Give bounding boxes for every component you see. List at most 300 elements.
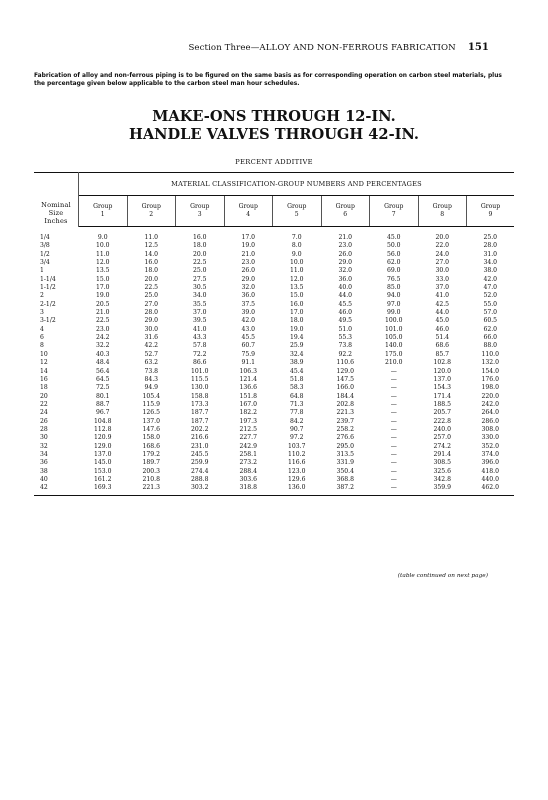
value-cell: 10.0 xyxy=(95,242,110,250)
value-cell: 52.7 xyxy=(144,350,159,358)
value-cell: 129.0 xyxy=(94,442,112,450)
table-subtitle: PERCENT ADDITIVE xyxy=(235,158,313,166)
value-cell: 182.2 xyxy=(239,409,257,417)
value-cell: 176.0 xyxy=(481,375,499,383)
value-cell: 72.2 xyxy=(192,350,207,358)
size-cell: 1/4 xyxy=(40,233,50,241)
value-cell: 187.7 xyxy=(191,409,209,417)
value-cell: 42.0 xyxy=(241,317,256,325)
size-cell: 26 xyxy=(40,417,48,425)
group-column-header: Group 7 xyxy=(370,196,419,227)
value-cell: 32.2 xyxy=(95,342,110,350)
value-cell: — xyxy=(390,367,397,375)
value-cell: 14.0 xyxy=(144,250,159,258)
value-cell: 350.4 xyxy=(336,467,354,475)
table-row xyxy=(34,401,514,409)
value-cell: 13.5 xyxy=(95,267,110,275)
value-cell: 20.5 xyxy=(95,300,110,308)
value-cell: 99.0 xyxy=(386,309,401,317)
value-cell: 44.0 xyxy=(435,309,450,317)
value-cell: 147.6 xyxy=(142,425,160,433)
value-cell: 22.5 xyxy=(192,259,207,267)
value-cell: 16.0 xyxy=(289,300,304,308)
value-cell: 17.0 xyxy=(95,284,110,292)
value-cell: 210.8 xyxy=(142,475,160,483)
running-header xyxy=(49,42,489,53)
value-cell: 46.0 xyxy=(338,309,353,317)
value-cell: 158.0 xyxy=(142,434,160,442)
size-cell: 24 xyxy=(40,409,48,417)
value-cell: 31.6 xyxy=(144,334,159,342)
size-cell: 30 xyxy=(40,434,48,442)
table-body xyxy=(34,227,514,496)
value-cell: 274.4 xyxy=(191,467,209,475)
value-cell: 101.0 xyxy=(385,325,403,333)
value-cell: 30.0 xyxy=(435,267,450,275)
size-cell: 14 xyxy=(40,367,48,375)
value-cell: 17.0 xyxy=(289,309,304,317)
value-cell: 34.0 xyxy=(483,259,498,267)
value-cell: 30.5 xyxy=(192,284,207,292)
value-cell: 31.0 xyxy=(483,250,498,258)
value-cell: 48.4 xyxy=(95,359,110,367)
value-cell: 68.6 xyxy=(435,342,450,350)
value-cell: 123.0 xyxy=(288,467,306,475)
value-cell: 231.0 xyxy=(191,442,209,450)
table-row xyxy=(34,484,514,495)
value-cell: 73.8 xyxy=(144,367,159,375)
value-cell: 151.8 xyxy=(239,392,257,400)
size-cell: 42 xyxy=(34,484,79,495)
size-cell: 3/4 xyxy=(40,259,50,267)
value-cell: 9.0 xyxy=(97,234,108,241)
value-cell: 85.0 xyxy=(386,284,401,292)
value-cell: 90.7 xyxy=(289,425,304,433)
size-cell: 22 xyxy=(40,400,48,408)
size-cell: 3/8 xyxy=(40,242,50,250)
value-cell: 86.6 xyxy=(192,359,207,367)
value-cell: 187.7 xyxy=(191,417,209,425)
value-cell: 15.0 xyxy=(95,275,110,283)
value-cell: 129.0 xyxy=(336,367,354,375)
value-cell: 200.3 xyxy=(142,467,160,475)
value-cell: 295.0 xyxy=(336,442,354,450)
value-cell: 110.6 xyxy=(336,359,354,367)
value-cell: — xyxy=(390,459,397,467)
value-cell: 56.4 xyxy=(95,367,110,375)
value-cell: 72.5 xyxy=(95,384,110,392)
value-cell: 47.0 xyxy=(483,284,498,292)
value-cell: 51.4 xyxy=(435,334,450,342)
value-cell: 205.7 xyxy=(433,409,451,417)
value-cell: — xyxy=(390,384,397,392)
value-cell: 100.0 xyxy=(385,317,403,325)
value-cell: 173.3 xyxy=(191,400,209,408)
group-column-header: Group 3 xyxy=(176,196,225,227)
size-cell: 1-1/2 xyxy=(40,284,56,292)
value-cell: 23.0 xyxy=(241,259,256,267)
value-cell: 44.0 xyxy=(338,292,353,300)
value-cell: 136.6 xyxy=(239,384,257,392)
value-cell: 55.0 xyxy=(483,300,498,308)
value-cell: 303.2 xyxy=(176,484,225,495)
value-cell: 39.5 xyxy=(192,317,207,325)
value-cell: 26.0 xyxy=(241,267,256,275)
value-cell: 42.0 xyxy=(483,275,498,283)
group-column-header: Group 5 xyxy=(273,196,322,227)
value-cell: 368.8 xyxy=(336,475,354,483)
value-cell: 45.0 xyxy=(386,234,401,241)
value-cell: 258.2 xyxy=(336,425,354,433)
value-cell: 38.9 xyxy=(289,359,304,367)
value-cell: 18.0 xyxy=(144,267,159,275)
table-row xyxy=(34,242,514,250)
value-cell: 189.7 xyxy=(142,459,160,467)
value-cell: 120.9 xyxy=(94,434,112,442)
value-cell: — xyxy=(390,425,397,433)
value-cell: 42.2 xyxy=(144,342,159,350)
value-cell: 24.0 xyxy=(435,250,450,258)
table-row xyxy=(34,309,514,317)
value-cell: 242.0 xyxy=(481,400,499,408)
value-cell: 46.0 xyxy=(435,325,450,333)
value-cell: 29.0 xyxy=(241,275,256,283)
value-cell: 42.5 xyxy=(435,300,450,308)
value-cell: 168.6 xyxy=(142,442,160,450)
value-cell: 18.0 xyxy=(192,242,207,250)
value-cell: 97.0 xyxy=(386,300,401,308)
size-cell: 6 xyxy=(40,334,44,342)
value-cell: 221.3 xyxy=(127,484,176,495)
value-cell: 115.5 xyxy=(191,375,209,383)
value-cell: 92.2 xyxy=(338,350,353,358)
value-cell: 276.6 xyxy=(336,434,354,442)
value-cell: 198.0 xyxy=(481,384,499,392)
value-cell: 25.9 xyxy=(289,342,304,350)
value-cell: 23.0 xyxy=(95,325,110,333)
table-row xyxy=(34,476,514,484)
value-cell: 212.5 xyxy=(239,425,257,433)
value-cell: — xyxy=(390,375,397,383)
value-cell: 303.6 xyxy=(239,475,257,483)
value-cell: 11.0 xyxy=(95,250,110,258)
value-cell: 167.0 xyxy=(239,400,257,408)
size-cell: 36 xyxy=(40,459,48,467)
value-cell: 12.5 xyxy=(144,242,159,250)
value-cell: 36.0 xyxy=(241,292,256,300)
value-cell: 342.8 xyxy=(433,475,451,483)
value-cell: 52.0 xyxy=(483,292,498,300)
value-cell: 7.0 xyxy=(291,234,302,241)
value-cell: 45.5 xyxy=(241,334,256,342)
value-cell: 36.0 xyxy=(338,275,353,283)
group-column-header: Group 4 xyxy=(224,196,273,227)
value-cell: 104.8 xyxy=(94,417,112,425)
size-cell: 2 xyxy=(40,292,44,300)
group-column-header: Group 1 xyxy=(79,196,128,227)
value-cell: 57.0 xyxy=(483,309,498,317)
value-cell: 18.0 xyxy=(289,317,304,325)
value-cell: 137.0 xyxy=(142,417,160,425)
value-cell: 66.0 xyxy=(483,334,498,342)
group-column-header: Group 9 xyxy=(467,196,515,227)
value-cell: 137.0 xyxy=(433,375,451,383)
table-row xyxy=(34,259,514,267)
table-row xyxy=(34,292,514,300)
value-cell: 19.4 xyxy=(289,334,304,342)
value-cell: 110.2 xyxy=(288,450,306,458)
table-row xyxy=(34,359,514,367)
value-cell: 22.5 xyxy=(144,284,159,292)
value-cell: 34.0 xyxy=(192,292,207,300)
section-title: Section Three—ALLOY AND NON-FERROUS FABRICATION xyxy=(188,43,456,53)
value-cell: 97.2 xyxy=(289,434,304,442)
value-cell: 37.5 xyxy=(241,300,256,308)
value-cell: 440.0 xyxy=(481,475,499,483)
value-cell: 462.0 xyxy=(467,484,515,495)
value-cell: 32.0 xyxy=(338,267,353,275)
value-cell: 19.0 xyxy=(289,325,304,333)
value-cell: 40.0 xyxy=(338,284,353,292)
table-row xyxy=(34,418,514,426)
size-cell: 16 xyxy=(40,375,48,383)
value-cell: 80.1 xyxy=(95,392,110,400)
value-cell: 153.0 xyxy=(94,467,112,475)
value-cell: 154.3 xyxy=(433,384,451,392)
value-cell: 27.0 xyxy=(435,259,450,267)
value-cell: 418.0 xyxy=(481,467,499,475)
value-cell: 359.9 xyxy=(418,484,467,495)
value-cell: 51.8 xyxy=(289,375,304,383)
value-cell: 25.0 xyxy=(192,267,207,275)
value-cell: 258.1 xyxy=(239,450,257,458)
value-cell: 245.5 xyxy=(191,450,209,458)
value-cell: — xyxy=(390,417,397,425)
value-cell: 259.9 xyxy=(191,459,209,467)
value-cell: 39.0 xyxy=(241,309,256,317)
value-cell: 330.0 xyxy=(481,434,499,442)
value-cell: 15.0 xyxy=(289,292,304,300)
table-row xyxy=(34,334,514,342)
value-cell: 116.6 xyxy=(288,459,306,467)
table-row xyxy=(34,342,514,350)
value-cell: 12.0 xyxy=(95,259,110,267)
value-cell: 28.0 xyxy=(483,242,498,250)
value-cell: 166.0 xyxy=(336,384,354,392)
value-cell: 140.0 xyxy=(385,342,403,350)
value-cell: 105.0 xyxy=(385,334,403,342)
value-cell: 216.6 xyxy=(191,434,209,442)
value-cell: — xyxy=(390,400,397,408)
table-row xyxy=(34,451,514,459)
value-cell: 21.0 xyxy=(338,234,353,241)
value-cell: 62.0 xyxy=(483,325,498,333)
value-cell: 313.5 xyxy=(336,450,354,458)
value-cell: 77.8 xyxy=(289,409,304,417)
value-cell: 84.3 xyxy=(144,375,159,383)
value-cell: 106.3 xyxy=(239,367,257,375)
table-row xyxy=(34,276,514,284)
value-cell: 136.0 xyxy=(273,484,322,495)
value-cell: 94.0 xyxy=(386,292,401,300)
size-cell: 28 xyxy=(40,425,48,433)
size-cell: 3 xyxy=(40,309,44,317)
value-cell: 308.0 xyxy=(481,425,499,433)
group-column-header: Group 2 xyxy=(127,196,176,227)
value-cell: 62.0 xyxy=(386,259,401,267)
value-cell: 264.0 xyxy=(481,409,499,417)
value-cell: 161.2 xyxy=(94,475,112,483)
value-cell: 37.0 xyxy=(435,284,450,292)
value-cell: 40.3 xyxy=(95,350,110,358)
table-row xyxy=(34,434,514,442)
value-cell: 396.0 xyxy=(481,459,499,467)
title-line-2: HANDLE VALVES THROUGH 42-IN. xyxy=(129,126,419,143)
percentage-table xyxy=(34,172,514,496)
value-cell: 69.0 xyxy=(386,267,401,275)
value-cell: 20.0 xyxy=(192,250,207,258)
title-line-1: MAKE-ONS THROUGH 12-IN. xyxy=(152,108,396,125)
value-cell: 352.0 xyxy=(481,442,499,450)
value-cell: 202.8 xyxy=(336,400,354,408)
value-cell: 75.9 xyxy=(241,350,256,358)
size-cell: 18 xyxy=(40,384,48,392)
value-cell: 197.3 xyxy=(239,417,257,425)
value-cell: 88.7 xyxy=(95,400,110,408)
size-cell: 20 xyxy=(40,392,48,400)
value-cell: — xyxy=(390,434,397,442)
value-cell: 43.0 xyxy=(241,325,256,333)
value-cell: 60.5 xyxy=(483,317,498,325)
value-cell: 286.0 xyxy=(481,417,499,425)
value-cell: 110.0 xyxy=(481,350,499,358)
value-cell: 63.2 xyxy=(144,359,159,367)
size-cell: 1/2 xyxy=(40,250,50,258)
value-cell: 158.8 xyxy=(191,392,209,400)
value-cell: — xyxy=(390,409,397,417)
value-cell: 25.0 xyxy=(483,234,498,241)
value-cell: 126.5 xyxy=(142,409,160,417)
table-row xyxy=(34,468,514,476)
value-cell: 273.2 xyxy=(239,459,257,467)
value-cell: 12.0 xyxy=(289,275,304,283)
value-cell: 221.3 xyxy=(336,409,354,417)
value-cell: 45.4 xyxy=(289,367,304,375)
table-row xyxy=(34,443,514,451)
value-cell: 29.0 xyxy=(338,259,353,267)
value-cell: 60.7 xyxy=(241,342,256,350)
value-cell: 103.7 xyxy=(288,442,306,450)
group-column-header: Group 6 xyxy=(321,196,370,227)
value-cell: 240.0 xyxy=(433,425,451,433)
page-title xyxy=(0,108,548,144)
value-cell: 105.4 xyxy=(142,392,160,400)
value-cell: 22.5 xyxy=(95,317,110,325)
value-cell: 120.0 xyxy=(433,367,451,375)
value-cell: 57.8 xyxy=(192,342,207,350)
table-row xyxy=(34,267,514,275)
value-cell: 23.0 xyxy=(338,242,353,250)
size-cell: 3-1/2 xyxy=(40,317,56,325)
value-cell: 33.0 xyxy=(435,275,450,283)
value-cell: 19.0 xyxy=(241,242,256,250)
value-cell: 41.0 xyxy=(192,325,207,333)
value-cell: 210.0 xyxy=(385,359,403,367)
table-row xyxy=(34,384,514,392)
value-cell: 49.5 xyxy=(338,317,353,325)
value-cell: 88.0 xyxy=(483,342,498,350)
table-row xyxy=(34,317,514,325)
table-row xyxy=(34,376,514,384)
value-cell: — xyxy=(390,442,397,450)
value-cell: 101.0 xyxy=(191,367,209,375)
value-cell: 274.2 xyxy=(433,442,451,450)
value-cell: 32.0 xyxy=(241,284,256,292)
value-cell: 45.5 xyxy=(338,300,353,308)
value-cell: 137.0 xyxy=(94,450,112,458)
size-cell: 34 xyxy=(40,450,48,458)
value-cell: 11.0 xyxy=(144,234,159,241)
value-cell: 55.3 xyxy=(338,334,353,342)
value-cell: 145.0 xyxy=(94,459,112,467)
value-cell: 227.7 xyxy=(239,434,257,442)
value-cell: — xyxy=(390,392,397,400)
value-cell: 56.0 xyxy=(386,250,401,258)
value-cell: 184.4 xyxy=(336,392,354,400)
intro-paragraph: Fabrication of alloy and non-ferrous piping is to be figured on the same basis as for corresponding operation on carbon steel materials, plus the percentage given below applicable to the carbon steel man hour schedules. xyxy=(34,73,502,88)
value-cell: 27.5 xyxy=(192,275,207,283)
size-cell: 38 xyxy=(40,467,48,475)
value-cell: 257.0 xyxy=(433,434,451,442)
value-cell: — xyxy=(370,484,419,495)
value-cell: 102.8 xyxy=(433,359,451,367)
value-cell: 132.0 xyxy=(481,359,499,367)
group-header-row xyxy=(34,196,514,227)
value-cell: 20.0 xyxy=(435,234,450,241)
size-cell: 4 xyxy=(40,325,44,333)
size-column-header: Nominal Size Inches xyxy=(34,173,79,227)
value-cell: 96.7 xyxy=(95,409,110,417)
value-cell: 20.0 xyxy=(144,275,159,283)
page-number: 151 xyxy=(467,42,489,53)
value-cell: 91.1 xyxy=(241,359,256,367)
value-cell: 24.2 xyxy=(95,334,110,342)
value-cell: 288.8 xyxy=(191,475,209,483)
value-cell: 11.0 xyxy=(289,267,304,275)
group-classification-header: MATERIAL CLASSIFICATION-GROUP NUMBERS AND PERCENTAGES xyxy=(79,173,515,196)
value-cell: 13.5 xyxy=(289,284,304,292)
value-cell: 50.0 xyxy=(386,242,401,250)
value-cell: 179.2 xyxy=(142,450,160,458)
value-cell: 41.0 xyxy=(435,292,450,300)
value-cell: 19.0 xyxy=(95,292,110,300)
table-row xyxy=(34,426,514,434)
table-row xyxy=(34,284,514,292)
value-cell: 220.0 xyxy=(481,392,499,400)
value-cell: 239.7 xyxy=(336,417,354,425)
table-row xyxy=(34,393,514,401)
value-cell: 64.8 xyxy=(289,392,304,400)
table-row xyxy=(34,227,514,243)
value-cell: 112.8 xyxy=(94,425,112,433)
value-cell: 32.4 xyxy=(289,350,304,358)
value-cell: 35.5 xyxy=(192,300,207,308)
value-cell: 188.5 xyxy=(433,400,451,408)
value-cell: 27.0 xyxy=(144,300,159,308)
size-cell: 1 xyxy=(40,267,44,275)
value-cell: 16.0 xyxy=(192,234,207,241)
value-cell: 73.8 xyxy=(338,342,353,350)
